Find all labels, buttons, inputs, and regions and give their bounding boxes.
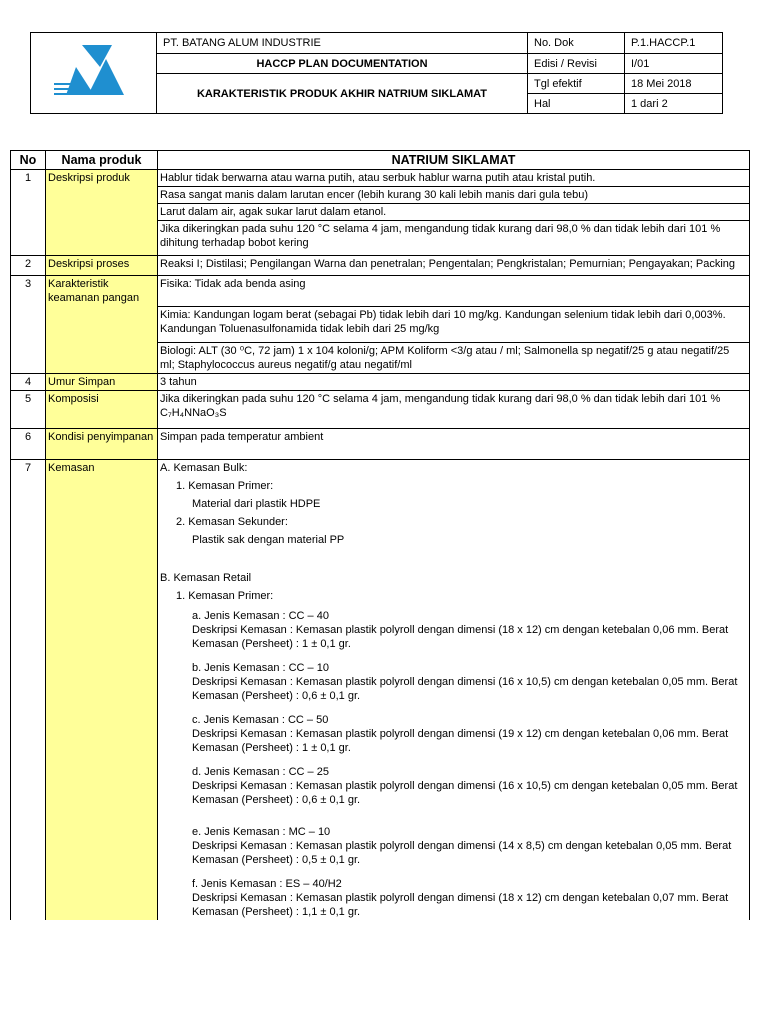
product-characteristics-table [10, 150, 750, 920]
row-name: Deskripsi produk [46, 170, 158, 256]
company-name: PT. BATANG ALUM INDUSTRIE [157, 33, 528, 54]
page-label: Hal [528, 94, 625, 114]
bulk-primary: 1. Kemasan Primer: [176, 480, 274, 492]
bulk-title: A. Kemasan Bulk: [160, 462, 248, 474]
table-row [11, 391, 750, 429]
package-item [160, 609, 747, 651]
package-type: e. Jenis Kemasan : MC – 10 [192, 826, 331, 838]
row-number: 6 [11, 429, 46, 460]
package-type: f. Jenis Kemasan : ES – 40/H2 [192, 878, 342, 890]
bulk-secondary-desc: Plastik sak dengan material PP [192, 534, 345, 546]
doc-number-value: P.1.HACCP.1 [625, 33, 723, 54]
bulk-primary-desc: Material dari plastik HDPE [192, 498, 321, 510]
col-name-header: Nama produk [46, 151, 158, 170]
package-desc: Deskripsi Kemasan : Kemasan plastik polyroll dengan dimensi (18 x 12) cm dengan ketebalan 0,06 mm. Berat Kemasan (Persheet) : 1 ± 0,1 gr. [192, 624, 729, 650]
package-type: a. Jenis Kemasan : CC – 40 [192, 610, 329, 622]
package-item [160, 713, 747, 755]
package-type: b. Jenis Kemasan : CC – 10 [192, 662, 329, 674]
row-number: 3 [11, 276, 46, 374]
effective-date-value: 18 Mei 2018 [625, 74, 723, 94]
company-logo-icon [44, 37, 144, 107]
retail-primary: 1. Kemasan Primer: [176, 590, 274, 602]
row-name: Kemasan [46, 460, 158, 921]
package-desc: Deskripsi Kemasan : Kemasan plastik polyroll dengan dimensi (19 x 12) cm dengan ketebalan 0,06 mm. Berat Kemasan (Persheet) : 1 ± 0,1 gr. [192, 728, 729, 754]
package-item [160, 661, 747, 703]
row-detail: 3 tahun [158, 374, 750, 391]
row-detail: Jika dikeringkan pada suhu 120 °C selama 4 jam, mengandung tidak kurang dari 98,0 % dan tidak lebih dari 101 % dihitung terhadap bobot kering [158, 221, 750, 256]
revision-value: I/01 [625, 54, 723, 74]
revision-label: Edisi / Revisi [528, 54, 625, 74]
document-header [30, 32, 723, 114]
row-name: Umur Simpan [46, 374, 158, 391]
table-row [11, 170, 750, 187]
row-number: 5 [11, 391, 46, 429]
package-item [160, 825, 747, 867]
page-value: 1 dari 2 [625, 94, 723, 114]
package-desc: Deskripsi Kemasan : Kemasan plastik polyroll dengan dimensi (16 x 10,5) cm dengan ketebalan 0,05 mm. Berat Kemasan (Persheet) : 0,6 ± 0,1 gr. [192, 780, 738, 806]
row-detail: Fisika: Tidak ada benda asing [158, 276, 750, 307]
row-number: 1 [11, 170, 46, 256]
doc-number-label: No. Dok [528, 33, 625, 54]
package-item [160, 877, 747, 919]
row-detail: Hablur tidak berwarna atau warna putih, atau serbuk hablur warna putih atau kristal putih. [158, 170, 750, 187]
package-desc: Deskripsi Kemasan : Kemasan plastik polyroll dengan dimensi (14 x 8,5) cm dengan ketebalan 0,05 mm. Berat Kemasan (Persheet) : 0,5 ± 0,1 gr. [192, 840, 732, 866]
row-detail: Biologi: ALT (30 ⁰C, 72 jam) 1 x 104 koloni/g; APM Koliform <3/g atau / ml; Salmonella sp negatif/25 g atau negatif/25 ml; Staphylococcus aureus negatif/g atau negatif/ml [158, 343, 750, 374]
package-desc: Deskripsi Kemasan : Kemasan plastik polyroll dengan dimensi (16 x 10,5) cm dengan ketebalan 0,05 mm. Berat Kemasan (Persheet) : 0,6 ± 0,1 gr. [192, 676, 738, 702]
doc-title: HACCP PLAN DOCUMENTATION [157, 54, 528, 74]
package-type: c. Jenis Kemasan : CC – 50 [192, 714, 329, 726]
row-number: 7 [11, 460, 46, 921]
company-logo [31, 33, 157, 114]
row-name: Komposisi [46, 391, 158, 429]
package-desc: Deskripsi Kemasan : Kemasan plastik polyroll dengan dimensi (18 x 12) cm dengan ketebalan 0,07 mm. Berat Kemasan (Persheet) : 1,1 ± 0,1 gr. [192, 892, 729, 918]
row-detail: Reaksi I; Distilasi; Pengilangan Warna dan penetralan; Pengentalan; Pengkristalan; Pemurnian; Pengayakan; Packing [158, 256, 750, 276]
row-number: 2 [11, 256, 46, 276]
table-row [11, 276, 750, 307]
col-no-header: No [11, 151, 46, 170]
table-row [11, 256, 750, 276]
row-detail: Simpan pada temperatur ambient [158, 429, 750, 460]
row-name: Karakteristik keamanan pangan [46, 276, 158, 374]
product-header: NATRIUM SIKLAMAT [158, 151, 750, 170]
row-number: 4 [11, 374, 46, 391]
row-detail: Larut dalam air, agak sukar larut dalam etanol. [158, 204, 750, 221]
doc-subject: KARAKTERISTIK PRODUK AKHIR NATRIUM SIKLAMAT [157, 74, 528, 114]
row-detail: Kimia: Kandungan logam berat (sebagai Pb) tidak lebih dari 10 mg/kg. Kandungan selenium tidak lebih dari 0,003%. Kandungan Toluenasulfonamida tidak lebih dari 25 mg/kg [158, 307, 750, 343]
bulk-secondary: 2. Kemasan Sekunder: [176, 516, 288, 528]
effective-date-label: Tgl efektif [528, 74, 625, 94]
row-name: Kondisi penyimpanan [46, 429, 158, 460]
row-detail: Jika dikeringkan pada suhu 120 °C selama 4 jam, mengandung tidak kurang dari 98,0 % dan tidak lebih dari 101 % C₇H₄NNaO₃S [158, 391, 750, 429]
retail-title: B. Kemasan Retail [160, 572, 252, 584]
table-row [11, 460, 750, 921]
table-row [11, 429, 750, 460]
package-type: d. Jenis Kemasan : CC – 25 [192, 766, 329, 778]
packaging-detail [158, 460, 750, 921]
package-item [160, 765, 747, 807]
row-name: Deskripsi proses [46, 256, 158, 276]
table-row [11, 374, 750, 391]
row-detail: Rasa sangat manis dalam larutan encer (lebih kurang 30 kali lebih manis dari gula tebu) [158, 187, 750, 204]
